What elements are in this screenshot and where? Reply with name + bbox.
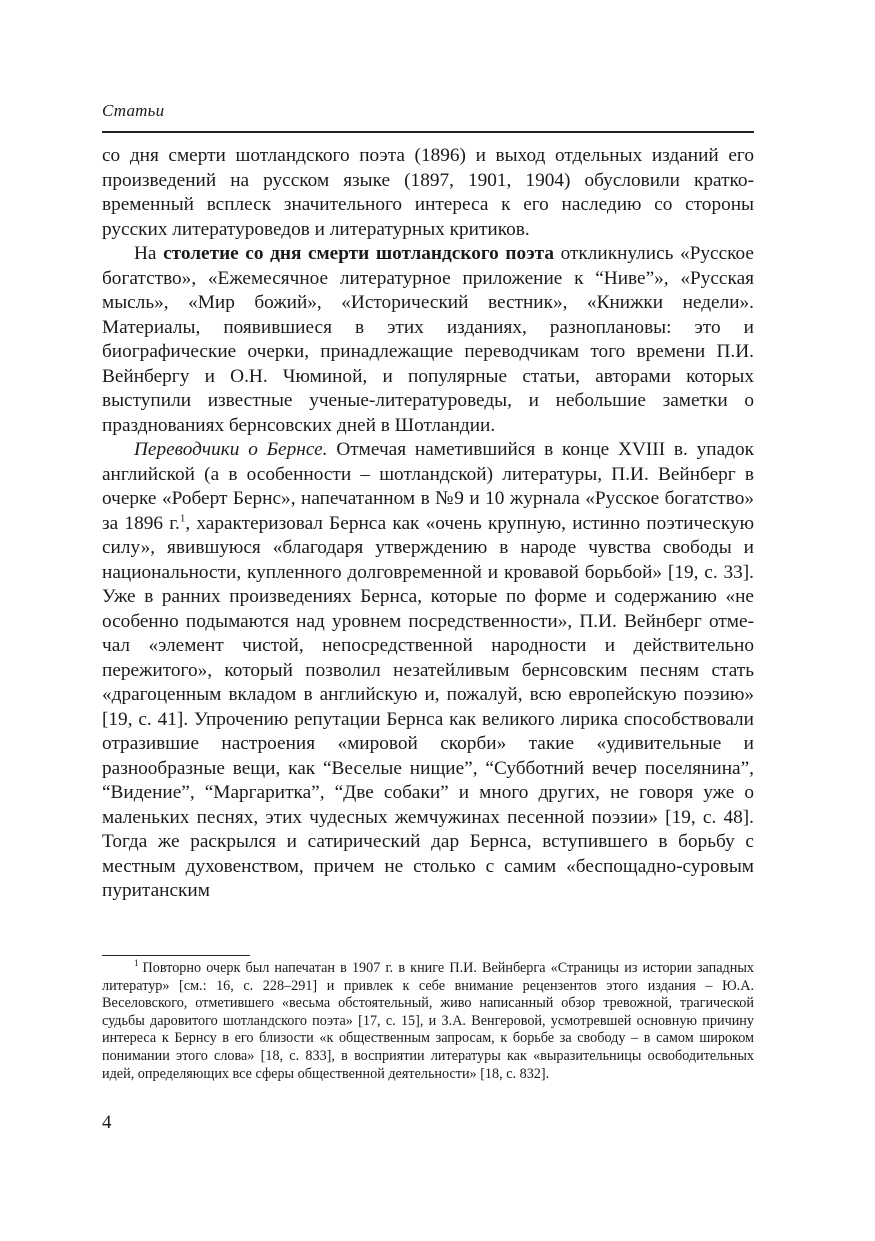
- paragraph-1-text: со дня смерти шотландского поэта (1896) и выход отдельных изданий его произведений на русском языке (1897, 1901, 1904) обусловили кратковременный всплеск значительного интереса к его наследию со стороны русских литературоведов и литературных критиков.: [102, 145, 754, 240]
- running-title: Статьи: [102, 101, 165, 120]
- paragraph-1: [102, 144, 754, 242]
- footnote-text: Повторно очерк был напечатан в 1907 г. в книге П.И. Вейнберга «Страницы из истории западных литератур» [см.: 16, с. 228–291] и привлек к себе внимание рецензентов этого издания – Ю.А. Веселовского, отметившего «весьма обстоятельный, живо написанный обзор тревожной, трагической судьбы даровитого шотландского поэта» [17, с. 15], и З.А. Венгеровой, усмотревшей основную причину интереса к Бернсу в его близости «к общественным запросам, к борьбе за свободу – в самом широком понимании этого слова» [18, с. 833], в восприятии литературы как «выразительницы освободительных идей, определяющих все сферы общественной деятельности» [18, с. 832].: [102, 960, 754, 1082]
- paragraph-2: [102, 242, 754, 438]
- section-heading-inline: Переводчики о Бернсе.: [134, 439, 328, 460]
- paragraph-3-part1: Отмечая наметившийся в конце XVIII в. упадок английской (а в особенности – шотландской) литературы, П.И. Вейнберг в очерке «Роберт Бернс», напечатанном в №9 и 10 журнала «Русское богатство» за 1896 г.: [102, 439, 754, 534]
- footnote-paragraph: [102, 960, 754, 1083]
- paragraph-2-start: На: [134, 243, 164, 264]
- footnote: [102, 960, 754, 1083]
- header-rule: [102, 131, 754, 133]
- paragraph-3-part2: , характеризовал Бернса как «очень крупную, истинно поэтическую силу», явившуюся «благодаря утверждению в народе чувства свободы и национальности, купленного долговременной и кровавой борьбой» [19, с. 33]. Уже в ранних произведениях Бернса, которые по форме и содержанию «не особенно подымаются над уровнем посредственности», П.И. Вейнберг отмечал «элемент чистой, непосредственной народности и действительно пережитого», который позволил незатейливым бернсовским песням стать «драгоценным вкладом в английскую и, пожалуй, всю европейскую поэзию» [19, с. 41]. Упрочению репутации Бернса как великого лирика способствовали отразившие настроения «мировой скорби» такие «удивительные и разнообразные вещи, как “Веселые нищие”, “Субботний вечер поселянина”, “Видение”, “Маргаритка”, “Две собаки” и много других, не говоря уже о маленьких песнях, этих чудесных жемчужинах песенной поэзии» [19, с. 48]. Тогда же раскрылся и сатирический дар Бернса, вступившего в борьбу с местным духовенством, причем не столько с самим «беспощадно-суровым пуританским: [102, 512, 755, 901]
- paragraph-2-bold: столетие со дня смерти шотландского поэта: [163, 243, 555, 264]
- main-text: [102, 144, 754, 904]
- paragraph-3: [102, 438, 754, 904]
- footnote-rule: [102, 955, 250, 956]
- footnote-reference[interactable]: 1: [179, 512, 186, 525]
- footnote-mark: 1: [134, 958, 139, 969]
- paragraph-2-rest: откликнулись «Русское богатство», «Ежемесячное литературное приложение к “Ниве”», «Русская мысль», «Мир божий», «Исторический вестник», «Книжки недели». Материалы, появившиеся в этих изданиях, разноплановы: это и биографические очерки, принадлежащие переводчикам того времени П.И. Вейнбергу и О.Н. Чюминой, и популярные статьи, авторами которых выступили известные ученые-литературоведы, и небольшие заметки о празднованиях бернсовских дней в Шотландии.: [102, 243, 754, 436]
- page-number: 4: [102, 1112, 112, 1133]
